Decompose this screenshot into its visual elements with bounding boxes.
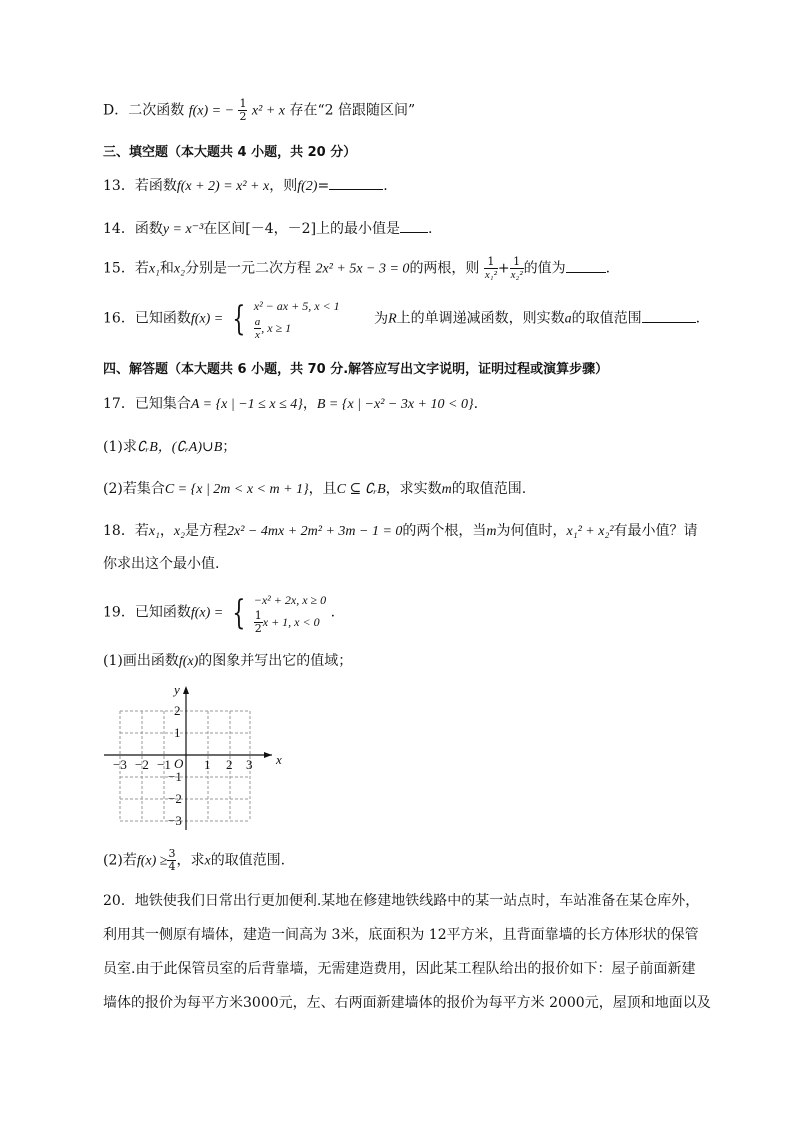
y-tick-label: −3 [168, 813, 182, 828]
x-tick-label: 2 [226, 757, 233, 772]
y-axis-label: y [174, 682, 180, 697]
question-18-line-2: 你求出这个最小值. [103, 556, 220, 572]
fraction: $\frac{1}{2}$ [239, 97, 247, 123]
question-17: 17．已知集合A = {x | −1 ≤ x ≤ 4}，B = {x | −x² − 3x + 10 < 0}. [103, 396, 479, 412]
x-tick-label: 1 [204, 757, 211, 772]
question-20-line-2: 利用其一侧原有墙体，建造一间高为 3米，底面积为 12平方米，且背面靠墙的长方体形状的保管 [103, 927, 699, 943]
answer-blank[interactable] [566, 260, 606, 273]
question-13: 13．若函数f(x + 2) = x² + x，则f(2)= . [103, 178, 388, 194]
question-19-part-1: (1)画出函数f(x)的图象并写出它的值域； [103, 653, 353, 669]
question-20-line-3: 员室.由于此保管员室的后背靠墙，无需建造费用，因此某工程队给出的报价如下：屋子前面新建 [103, 961, 696, 977]
question-20-line-1: 20．地铁使我们日常出行更加便利.某地在修建地铁线路中的某一站点时，车站准备在某仓库外， [103, 893, 700, 909]
left-brace: { [231, 298, 245, 339]
section-heading-fill-blank: 三、填空题（本大题共 4 小题，共 20 分） [103, 145, 357, 160]
x-axis-arrow [264, 752, 272, 758]
y-tick-label: 2 [174, 703, 181, 718]
x-tick-label: −3 [113, 757, 127, 772]
y-axis-arrow [183, 686, 189, 694]
question-14: 14．函数y = x⁻³在区间[－4，－2]上的最小值是 . [103, 221, 433, 237]
left-brace: { [231, 592, 245, 633]
x-tick-label: −1 [157, 757, 171, 772]
piecewise-cases: x² − ax + 5, x < 1 $\frac{a}{x}$ , x ≥ 1 [253, 299, 340, 341]
answer-blank[interactable] [642, 310, 696, 323]
question-17-part-2: (2)若集合C = {x | 2m < x < m + 1}，且C ⊆ ∁ᵣB，求实数m的取值范围. [103, 481, 527, 497]
origin-label: O [174, 756, 184, 771]
question-16: 16．已知函数f(x) = { x² − ax + 5, x < 1 $\frac{a}{x}$ , x ≥ 1 为R上的单调递减函数，则实数a的取值范围 . [103, 296, 700, 341]
section-heading-answer: 四、解答题（本大题共 6 小题，共 70 分.解答应写出文字说明，证明过程或演算步骤） [103, 362, 609, 377]
y-tick-label: 1 [174, 725, 181, 740]
coordinate-grid [100, 680, 300, 835]
question-19-part-2: (2)若f(x) ≥ $\frac{3}{4}$ ，求x的取值范围. [103, 847, 286, 873]
piecewise-cases: −x² + 2x, x ≥ 0 $\frac{1}{2}$ x + 1, x < 0 [253, 593, 327, 635]
answer-blank[interactable] [400, 220, 428, 233]
x-axis-label: x [276, 752, 282, 767]
x-tick-label: −2 [135, 757, 149, 772]
fraction: $\frac{1}{\text{x₁²}}$ [484, 255, 497, 281]
question-19: 19．已知函数f(x) = { −x² + 2x, x ≥ 0 $\frac{1}{2}$ x + 1, x < 0 . [103, 590, 335, 635]
question-15: 15．若x₁和x₂分别是一元二次方程 2x² + 5x − 3 = 0的两根，则 $\frac{1}{\text{x₁²}}$ + $\frac{1}{\text{x₂²}}$ 的值为 . [103, 255, 611, 281]
question-17-part-1: (1)求∁ᵣB，(∁ᵣA)∪B； [103, 439, 237, 455]
y-tick-label: −1 [168, 769, 182, 784]
fraction: $\frac{3}{4}$ [168, 847, 176, 873]
option-d: D．二次函数 f(x) = − $\frac{1}{2}$ x² + x 存在“2 倍跟随区间” [103, 97, 416, 123]
question-18-line-1: 18．若x₁，x₂是方程2x² − 4mx + 2m² + 3m − 1 = 0的两个根，当m为何值时，x₁² + x₂²有最小值？请 [103, 523, 698, 539]
y-tick-label: −2 [168, 791, 182, 806]
fraction: $\frac{1}{\text{x₂²}}$ [510, 255, 523, 281]
x-tick-label: 3 [246, 757, 253, 772]
question-20-line-4: 墙体的报价为每平方米3000元，左、右两面新建墙体的报价为每平方米 2000元，屋顶和地面以及 [103, 995, 711, 1011]
answer-blank[interactable] [329, 177, 383, 190]
